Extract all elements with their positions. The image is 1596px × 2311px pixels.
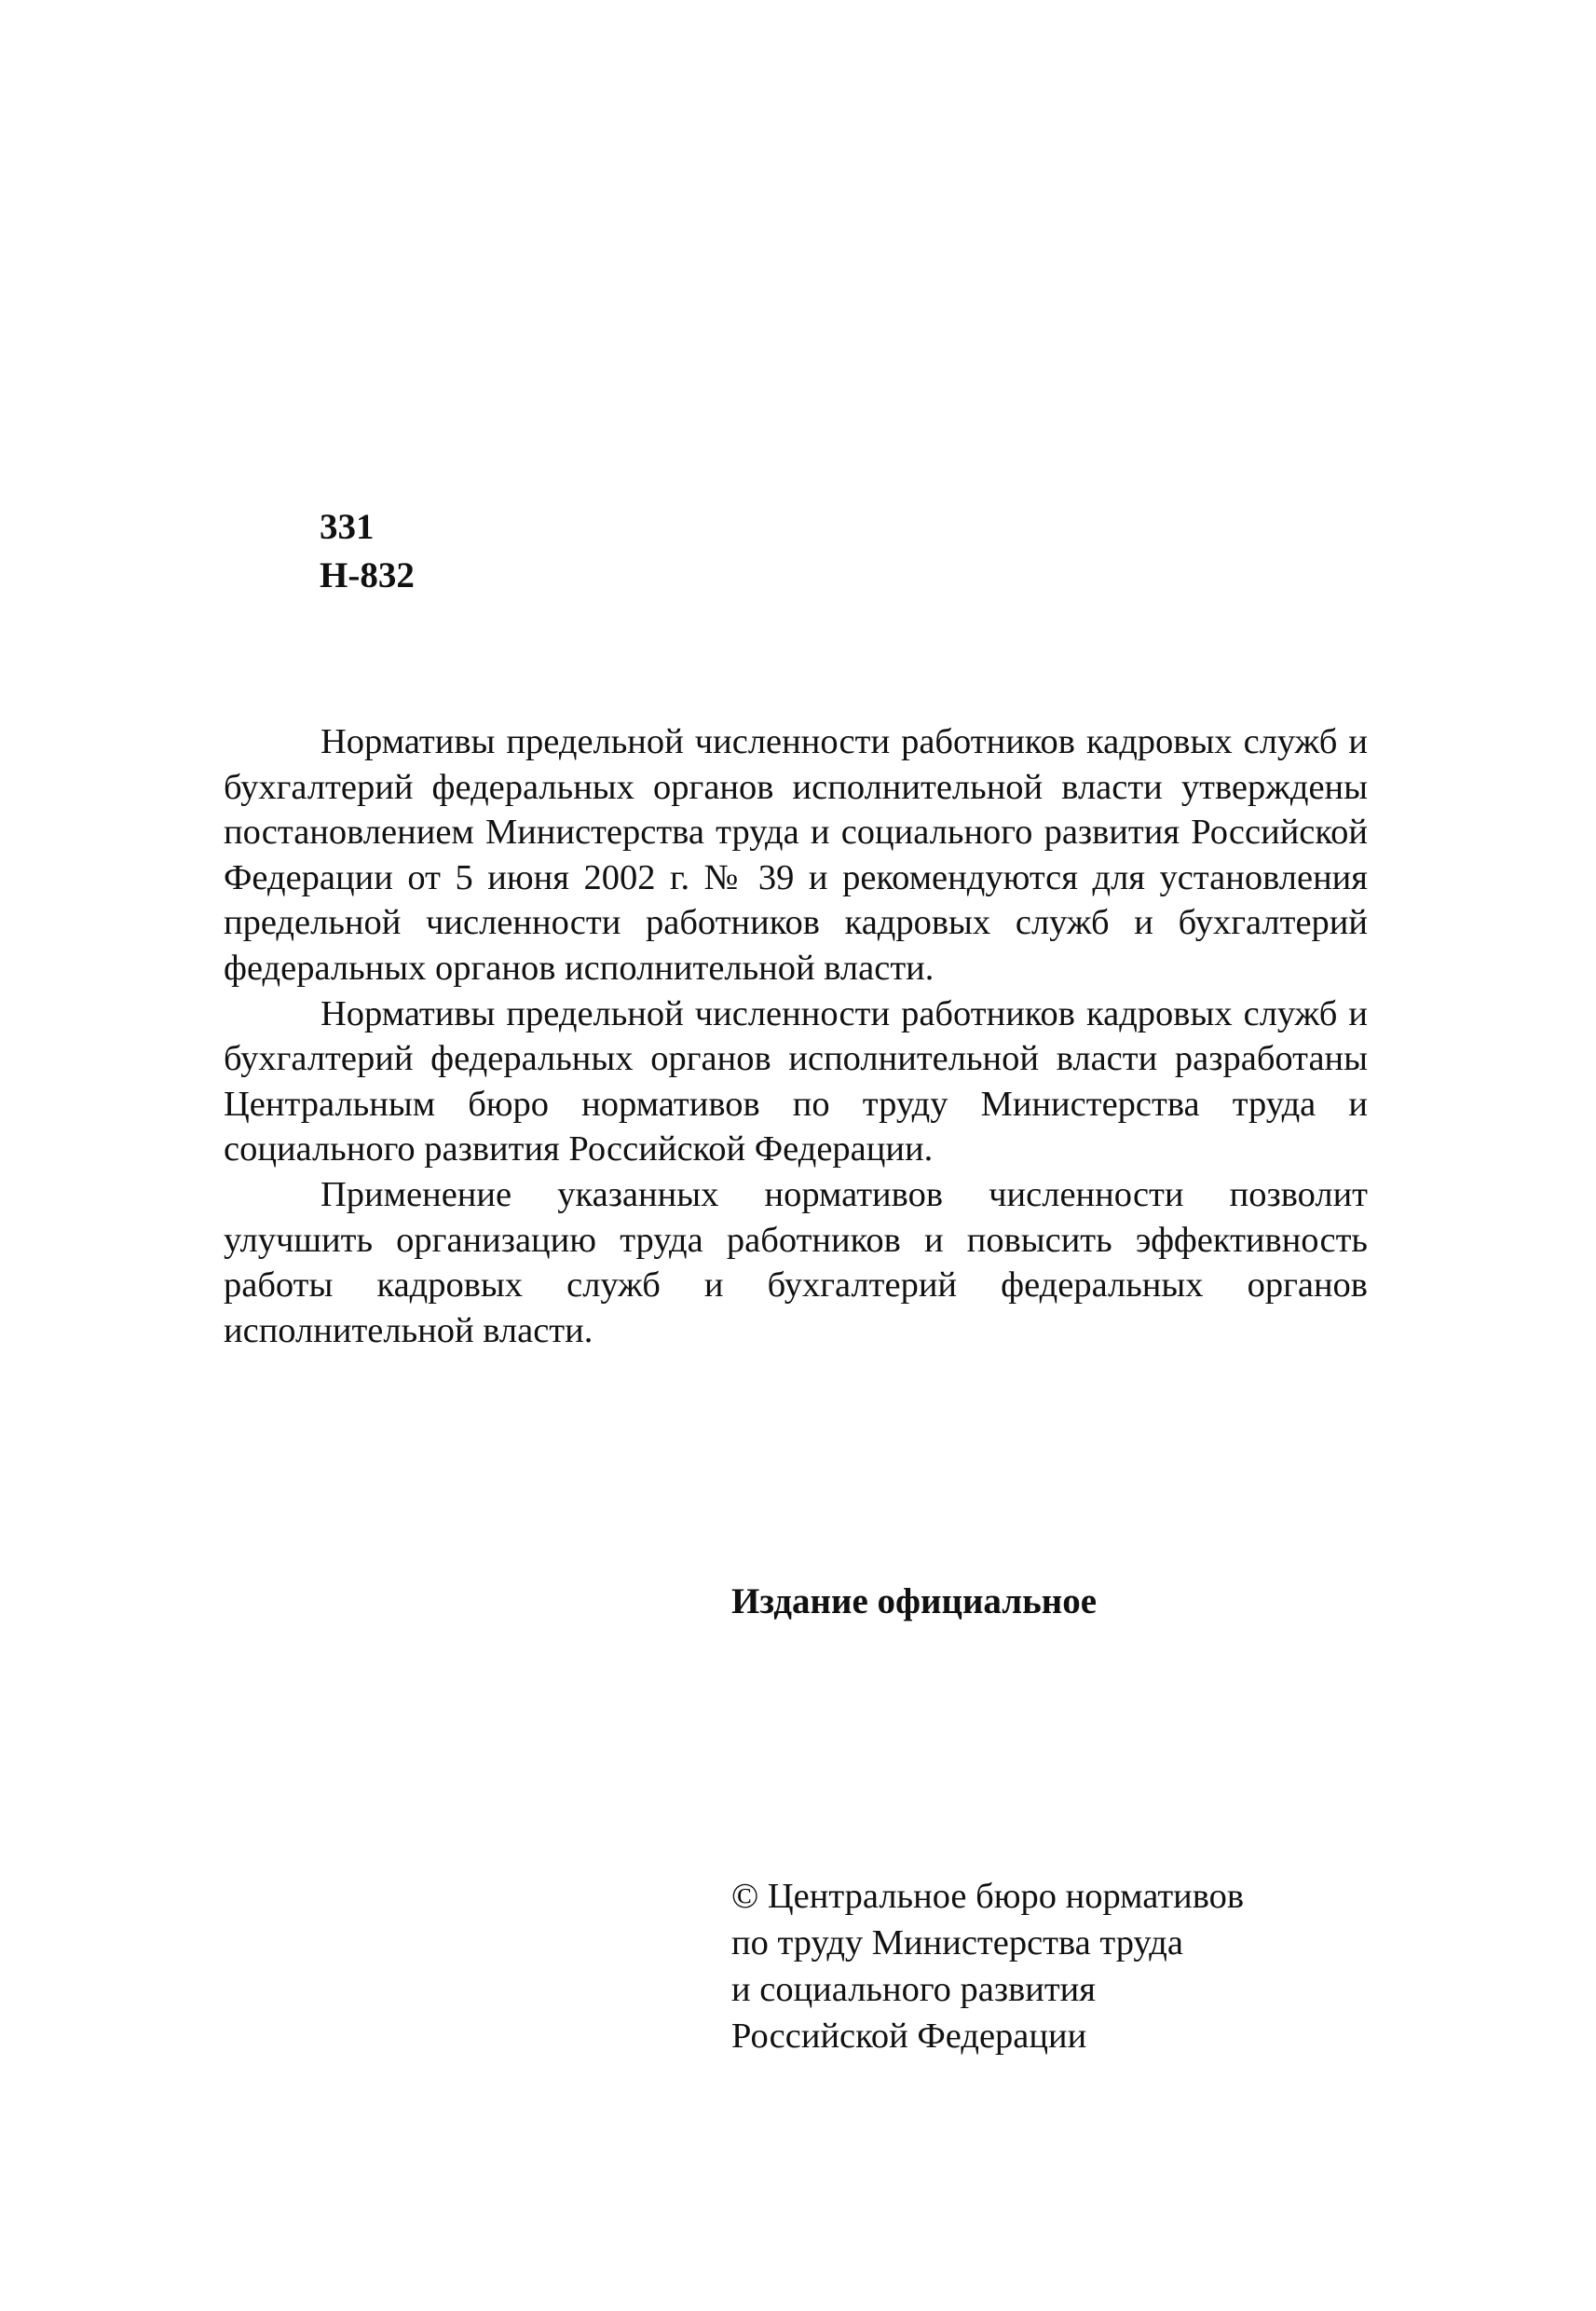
copyright-line: Российской Федерации xyxy=(731,2017,1087,2056)
main-text xyxy=(224,719,1368,1353)
paragraph-purpose: Применение указанных нормативов численности позволит улучшить организацию труда работников и повысить эффективность работы кадровых служб и бухгалтерий федеральных органов исполнительной власти. xyxy=(224,1174,1368,1350)
classification-block xyxy=(320,503,415,600)
paragraph-approval: Нормативы предельной численности работников кадровых служб и бухгалтерий федеральных органов исполнительной власти утверждены постановлением Министерства труда и социального развития Российской Федерации от 5 июня 2002 г. № 39 и рекомендуются для установления предельной численности работников кадровых служб и бухгалтерий федеральных органов исполнительной власти. xyxy=(224,722,1368,988)
copyright-line: © Центральное бюро нормативов xyxy=(731,1877,1245,1916)
copyright-line: и социального развития xyxy=(731,1970,1096,2009)
paragraph-developer: Нормативы предельной численности работников кадровых служб и бухгалтерий федеральных органов исполнительной власти разработаны Центральным бюро нормативов по труду Министерства труда и социального развития Российской Федерации. xyxy=(224,993,1368,1169)
copyright-line: по труду Министерства труда xyxy=(731,1923,1183,1962)
author-code: Н-832 xyxy=(320,555,415,595)
edition-note: Издание официальное xyxy=(731,1581,1098,1621)
copyright-block xyxy=(731,1873,1244,2059)
udk-index: 331 xyxy=(320,507,375,547)
